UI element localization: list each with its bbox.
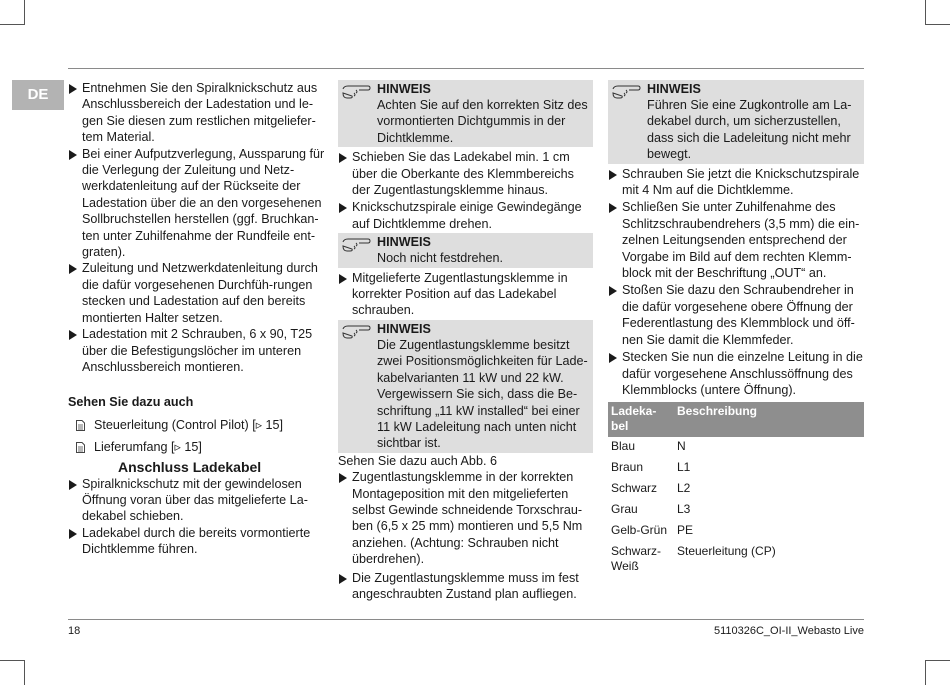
notice-text: Noch nicht festdrehen. bbox=[377, 251, 504, 266]
table-row bbox=[608, 437, 864, 458]
instruction-step: Schieben Sie das Ladekabel min. 1 cm über die Oberkante des Klemmbereichs der Zugentlastungsklemme hinaus. bbox=[338, 149, 593, 198]
notice-box bbox=[338, 233, 593, 267]
instruction-step: Ladekabel durch die bereits vormontierte Dichtklemme führen. bbox=[68, 525, 326, 558]
see-also-link[interactable]: Steuerleitung (Control Pilot) [▹ 15] bbox=[68, 417, 326, 433]
arrow-bullet-icon bbox=[339, 203, 347, 213]
document-icon bbox=[76, 442, 85, 453]
notice-text: Achten Sie auf den korrekten Sitz des vormontierten Dichtgummis in der Dichtklemme. bbox=[377, 98, 588, 145]
crop-mark-bottom-left bbox=[0, 660, 25, 685]
column-header: Beschreibung bbox=[674, 402, 864, 437]
arrow-bullet-icon bbox=[69, 529, 77, 539]
section-title: Anschluss Ladekabel bbox=[118, 458, 262, 475]
crop-mark-top-left bbox=[0, 0, 25, 25]
table-row bbox=[608, 521, 864, 542]
notice-heading: HINWEIS bbox=[377, 235, 431, 250]
table-row bbox=[608, 542, 864, 578]
table-cell: L3 bbox=[677, 502, 691, 517]
header-rule bbox=[68, 68, 864, 69]
table-cell: Grau bbox=[611, 502, 638, 517]
notice-heading: HINWEIS bbox=[377, 82, 431, 96]
arrow-bullet-icon bbox=[339, 274, 347, 284]
table-cell: Gelb-Grün bbox=[611, 523, 668, 538]
see-also-link[interactable]: Lieferumfang [▹ 15] bbox=[68, 439, 326, 455]
table-row bbox=[608, 458, 864, 479]
pointing-hand-icon bbox=[342, 83, 372, 99]
language-tab: DE bbox=[12, 80, 64, 110]
see-also-heading: Sehen Sie dazu auch bbox=[68, 395, 194, 410]
arrow-bullet-icon bbox=[339, 473, 347, 483]
table-cell: Braun bbox=[611, 460, 644, 475]
column-1 bbox=[68, 80, 326, 558]
pointing-hand-icon bbox=[612, 83, 642, 99]
instruction-step: Knickschutzspirale einige Gewindegänge auf Dichtklemme drehen. bbox=[338, 199, 593, 232]
table-row bbox=[608, 479, 864, 500]
instruction-step: Mitgelieferte Zugentlastungsklemme in korrekter Position auf das Ladekabel schrauben. bbox=[338, 270, 593, 319]
document-reference: 5110326C_OI-II_Webasto Live bbox=[713, 625, 864, 637]
notice-box bbox=[338, 320, 593, 453]
cable-color-table bbox=[608, 402, 864, 578]
instruction-step: Die Zugentlastungsklemme muss im fest angeschraubten Zustand plan aufliegen. bbox=[338, 570, 593, 603]
instruction-step: Entnehmen Sie den Spiralknickschutz aus Anschlussbereich der Ladestation und le-gen Sie diesen zum restlichen mitgeliefer-tem Material. bbox=[68, 80, 326, 146]
pointing-hand-icon bbox=[342, 236, 372, 252]
figure-reference[interactable]: Sehen Sie dazu auch Abb. 6 bbox=[338, 453, 497, 468]
instruction-step: Stecken Sie nun die einzelne Leitung in die dafür vorgesehene Anschlussöffnung des Klemmblocks (untere Öffnung). bbox=[608, 349, 864, 398]
table-cell: Steuerleitung (CP) bbox=[677, 544, 776, 559]
pointing-hand-icon bbox=[342, 323, 372, 339]
arrow-bullet-icon bbox=[609, 203, 617, 213]
table-cell: Blau bbox=[611, 439, 636, 454]
instruction-step: Schließen Sie unter Zuhilfenahme des Schlitzschraubendrehers (3,5 mm) die ein-zelnen Leitungsenden entsprechend der Vorgabe im Bild auf dem rechten Klemm-block mit der Beschriftung „OUT“ an. bbox=[608, 199, 864, 281]
arrow-bullet-icon bbox=[609, 353, 617, 363]
table-cell: L2 bbox=[677, 481, 691, 496]
document-icon bbox=[76, 420, 85, 431]
arrow-bullet-icon bbox=[69, 84, 77, 94]
instruction-step: Schrauben Sie jetzt die Knickschutzspirale mit 4 Nm auf die Dichtklemme. bbox=[608, 166, 864, 199]
instruction-step: Spiralknickschutz mit der gewindelosen Öffnung voran über das mitgelieferte La-dekabel schieben. bbox=[68, 476, 326, 525]
instruction-step: Ladestation mit 2 Schrauben, 6 x 90, T25 über die Befestigungslöcher im unteren Anschlussbereich montieren. bbox=[68, 326, 326, 375]
arrow-bullet-icon bbox=[339, 574, 347, 584]
instruction-step: Stoßen Sie dazu den Schraubendreher in die dafür vorgesehene obere Öffnung der Federentlastung des Klemmblock und öff-nen Sie damit die Klemmfeder. bbox=[608, 282, 864, 348]
table-header-row bbox=[608, 402, 864, 437]
notice-heading: HINWEIS bbox=[377, 321, 431, 336]
table-cell: PE bbox=[677, 523, 694, 538]
table-cell: N bbox=[677, 439, 686, 454]
crop-mark-bottom-right bbox=[925, 660, 950, 685]
table-cell: Schwarz-Weiß bbox=[611, 544, 662, 574]
column-3 bbox=[608, 80, 864, 578]
instruction-step: Zugentlastungsklemme in der korrekten Montageposition mit den mitgelieferten selbst Gewinde schneidende Torxschrau-ben (6,5 x 25 mm) montieren und 5,5 Nm anziehen. (Achtung: Schrauben nicht überdrehen). bbox=[338, 469, 593, 567]
instruction-step: Bei einer Aufputzverlegung, Aussparung für die Verlegung der Zuleitung und Netz-werkdatenleitung auf der Rückseite der Ladestation über die an den vorgesehenen Sollbruchstellen herstellen (ggf. Bruchkan-ten unter Zuhilfenahme der Rundfeile ent-graten). bbox=[68, 146, 326, 261]
arrow-bullet-icon bbox=[69, 330, 77, 340]
instruction-step: Zuleitung und Netzwerkdatenleitung durch die dafür vorgesehenen Durchfüh-rungen stecken und Ladestation auf den bereits montierten Halter setzen. bbox=[68, 260, 326, 326]
notice-box bbox=[608, 80, 864, 164]
table-cell: Schwarz bbox=[611, 481, 658, 496]
arrow-bullet-icon bbox=[69, 480, 77, 490]
arrow-bullet-icon bbox=[609, 170, 617, 180]
table-row bbox=[608, 500, 864, 521]
notice-text: Führen Sie eine Zugkontrolle am La-dekabel durch, um sicherzustellen, dass sich die Ladeleitung nicht mehr bewegt. bbox=[647, 98, 852, 162]
arrow-bullet-icon bbox=[609, 286, 617, 296]
arrow-bullet-icon bbox=[69, 150, 77, 160]
notice-box bbox=[338, 80, 593, 147]
footer-rule bbox=[68, 619, 864, 620]
page-number: 18 bbox=[68, 625, 81, 637]
column-header: Ladeka-bel bbox=[608, 402, 674, 437]
crop-mark-top-right bbox=[925, 0, 950, 25]
table-cell: L1 bbox=[677, 460, 691, 475]
arrow-bullet-icon bbox=[69, 264, 77, 274]
column-2 bbox=[338, 80, 593, 602]
arrow-bullet-icon bbox=[339, 153, 347, 163]
notice-text: Die Zugentlastungsklemme besitzt zwei Positionsmöglichkeiten für Lade-kabelvarianten 11 kW und 22 kW. Vergewissern Sie sich, dass die Be-schriftung „11 kW installed“ bei einer 11 kW Ladeleitung nach unten nicht sichtbar ist. bbox=[377, 337, 588, 451]
notice-heading: HINWEIS bbox=[647, 82, 701, 96]
